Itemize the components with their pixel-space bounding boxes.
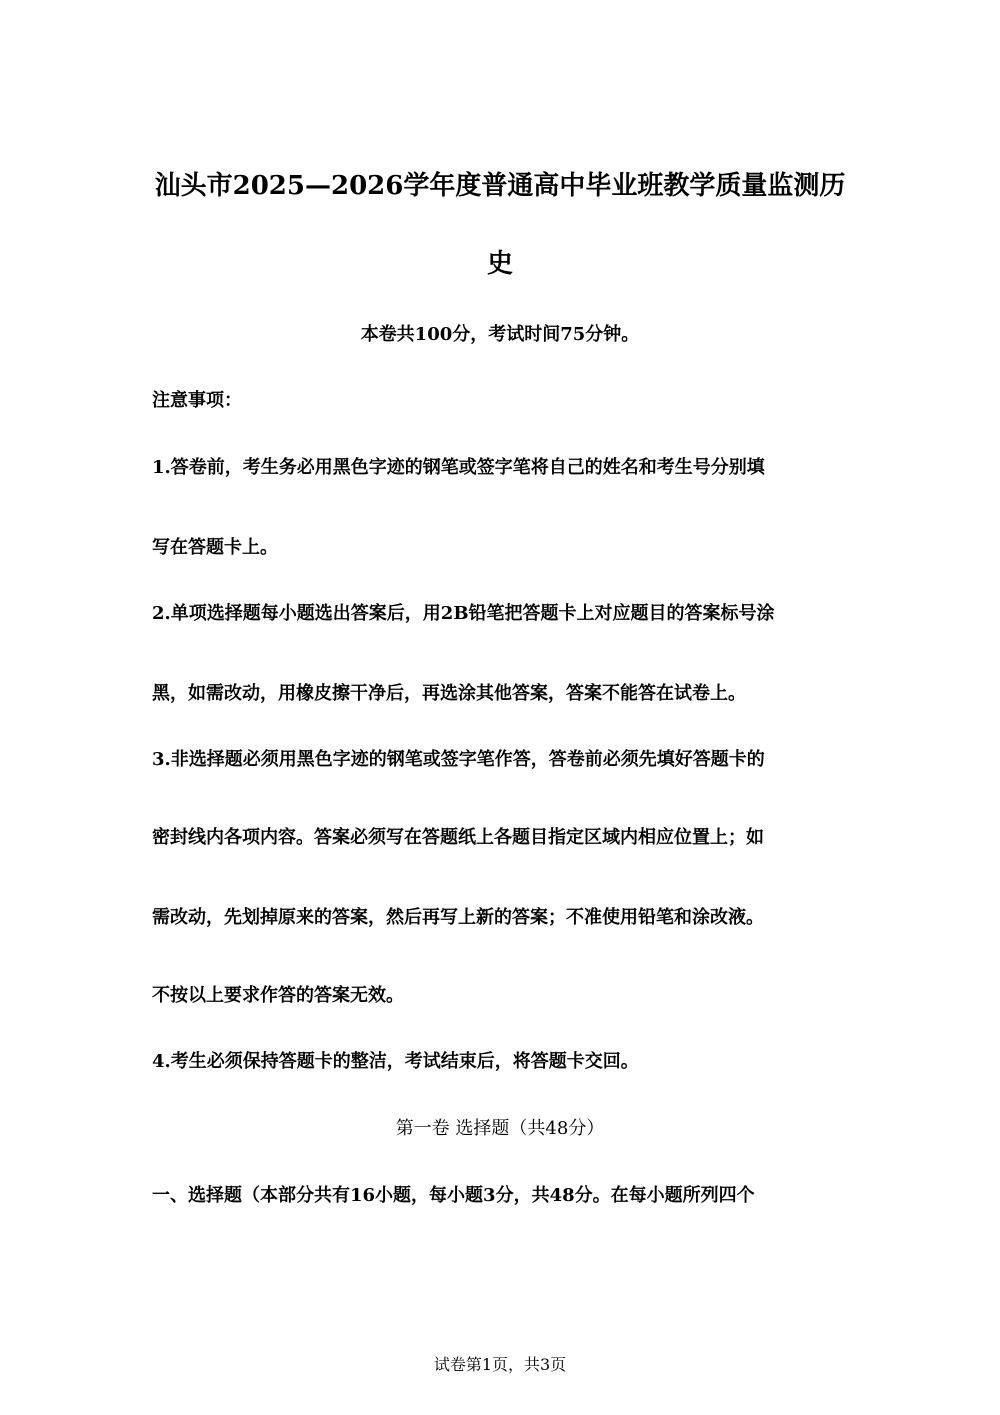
notice-line: 密封线内各项内容。答案必须写在答题纸上各题目指定区域内相应位置上；如 bbox=[152, 827, 764, 848]
notice-line: 黑，如需改动，用橡皮擦干净后，再选涂其他答案，答案不能答在试卷上。 bbox=[152, 683, 746, 704]
page-title-line-1: 汕头市2025—2026学年度普通高中毕业班教学质量监测历 bbox=[154, 171, 846, 201]
notice-line: 2.单项选择题每小题选出答案后，用2B铅笔把答题卡上对应题目的答案标号涂 bbox=[152, 603, 775, 624]
notice-heading: 注意事项： bbox=[152, 390, 242, 411]
notice-line: 3.非选择题必须用黑色字迹的钢笔或签字笔作答，答卷前必须先填好答题卡的 bbox=[152, 749, 765, 770]
page-title-line-2: 史 bbox=[486, 249, 513, 279]
exam-info: 本卷共100分，考试时间75分钟。 bbox=[360, 324, 640, 345]
notice-line: 写在答题卡上。 bbox=[152, 537, 278, 558]
page-footer: 试卷第1页，共3页 bbox=[433, 1355, 567, 1374]
notice-line: 需改动，先划掉原来的答案，然后再写上新的答案；不准使用铅笔和涂改液。 bbox=[152, 907, 764, 928]
section-heading: 第一卷 选择题（共48分） bbox=[395, 1118, 605, 1139]
notice-line: 4.考生必须保持答题卡的整洁，考试结束后，将答题卡交回。 bbox=[152, 1051, 639, 1072]
section-intro: 一、选择题（本部分共有16小题，每小题3分，共48分。在每小题所列四个 bbox=[152, 1185, 755, 1206]
notice-line: 1.答卷前，考生务必用黑色字迹的钢笔或签字笔将自己的姓名和考生号分别填 bbox=[152, 457, 765, 478]
notice-line: 不按以上要求作答的答案无效。 bbox=[152, 985, 404, 1006]
